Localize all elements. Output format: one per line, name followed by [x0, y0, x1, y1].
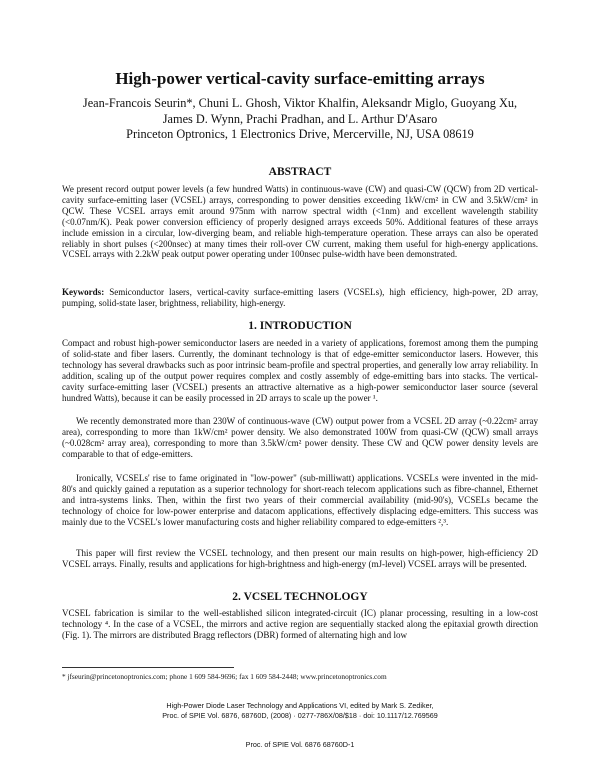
- intro-paragraph-4: This paper will first review the VCSEL technology, and then present our main results on high-power, high-efficiency 2D VCSEL arrays. Finally, results and applications for high-brightness and high-energy (mJ-level) VCSEL arrays will be presented.: [62, 548, 538, 569]
- intro-paragraph-1: Compact and robust high-power semiconductor lasers are needed in a variety of applications, foremost among them the pumping of solid-state and fiber lasers. Currently, the dominant technology is that of edge-emitter semiconductor lasers. However, this technology has several drawbacks such as poor intrinsic beam-profile and spectral properties, and generally low array reliability. In addition, scaling up of the output power requires complex and costly assembly of edge-emitting bars into stacks. The vertical-cavity surface-emitting laser (VCSEL) presents an attractive alternative as a high-power semiconductor laser source (several hundred Watts), because it can be easily processed in 2D arrays to scale up the power ¹.: [62, 338, 538, 403]
- keywords: [62, 287, 538, 309]
- footnote-divider: [62, 667, 234, 668]
- intro-paragraph-2: We recently demonstrated more than 230W of continuous-wave (CW) output power from a VCSEL 2D array (~0.22cm² array area), corresponding to more than 1kW/cm² power density. We also demonstrated 100W from quasi-CW (QCW) small arrays (~0.028cm² array area), corresponding to more than 3.5kW/cm² power density. These CW and QCW power density levels are comparable to that of edge-emitters.: [62, 416, 538, 459]
- page-footer: Proc. of SPIE Vol. 6876 68760D-1: [245, 740, 355, 749]
- author-block: [60, 96, 540, 143]
- conference-line-1: High-Power Diode Laser Technology and Applications VI, edited by Mark S. Zediker,: [166, 701, 434, 710]
- section-2-heading: 2. VCSEL TECHNOLOGY: [232, 591, 368, 603]
- intro-paragraph-3: Ironically, VCSELs' rise to fame originated in "low-power" (sub-milliwatt) applications. VCSELs were invented in the mid-80's and quickly gained a reputation as a superior technology for short-reach telecom applications such as fibre-channel, Ethernet and intra-systems links. Then, within the first two years of their commercial availability (mid-90's), VCSELs became the technology of choice for low-power enterprise and datacom applications, effectively displacing edge-emitters. This success was mainly due to the VCSEL's lower manufacturing costs and higher reliability compared to edge-emitters ²,³.: [62, 473, 538, 527]
- affiliation: Princeton Optronics, 1 Electronics Drive, Mercerville, NJ, USA 08619: [126, 127, 474, 141]
- authors-line-2: James D. Wynn, Prachi Pradhan, and L. Arthur D'Asaro: [162, 111, 438, 126]
- abstract-text: We present record output power levels (a few hundred Watts) in continuous-wave (CW) and quasi-CW (QCW) from 2D vertical-cavity surface-emitting laser (VCSEL) arrays, corresponding to power densities exceeding 1kW/cm² in CW and 3.5kW/cm² in QCW. These VCSEL arrays emit around 975nm with narrow spectral width (<1nm) and excellent wavelength stability (<0.07nm/K). Peak power conversion efficiency of properly designed arrays exceeds 50%. Additional features of these arrays include emission in a circular, low-diverging beam, and reliable high-temperature operation. These arrays can also be operated reliably in short pulses (<200nsec) at many times their roll-over CW current, making them useful for high-energy applications. VCSEL arrays with 2.2kW peak output power operating under 100nsec pulse-width have been demonstrated.: [62, 184, 538, 260]
- authors-line-1: Jean-Francois Seurin*, Chuni L. Ghosh, Viktor Khalfin, Aleksandr Miglo, Guoyang Xu,: [82, 96, 518, 110]
- conference-line-2: Proc. of SPIE Vol. 6876, 68760D, (2008) · 0277-786X/08/$18 · doi: 10.1117/12.769569: [162, 710, 438, 720]
- abstract-heading: ABSTRACT: [268, 166, 332, 178]
- vcsel-tech-paragraph-1: VCSEL fabrication is similar to the well-established silicon integrated-circuit (IC) planar processing, resulting in a low-cost technology ⁴. In the case of a VCSEL, the mirrors and active region are sequentially stacked along the epitaxial growth direction (Fig. 1). The mirrors are distributed Bragg reflectors (DBR) formed of alternating high and low: [62, 608, 538, 640]
- conference-reference: [62, 701, 538, 720]
- keywords-label: Keywords:: [62, 287, 105, 297]
- keywords-text: Semiconductor lasers, vertical-cavity surface-emitting lasers (VCSELs), high efficiency, high-power, 2D array, pumping, solid-state laser, brightness, reliability, high-energy.: [62, 287, 538, 308]
- footnote: * jfseurin@princetonoptronics.com; phone 1 609 584-9696; fax 1 609 584-2448; www.princetonoptronics.com: [62, 672, 387, 681]
- paper-title: High-power vertical-cavity surface-emitting arrays: [115, 69, 485, 88]
- section-1-heading: 1. INTRODUCTION: [248, 320, 352, 332]
